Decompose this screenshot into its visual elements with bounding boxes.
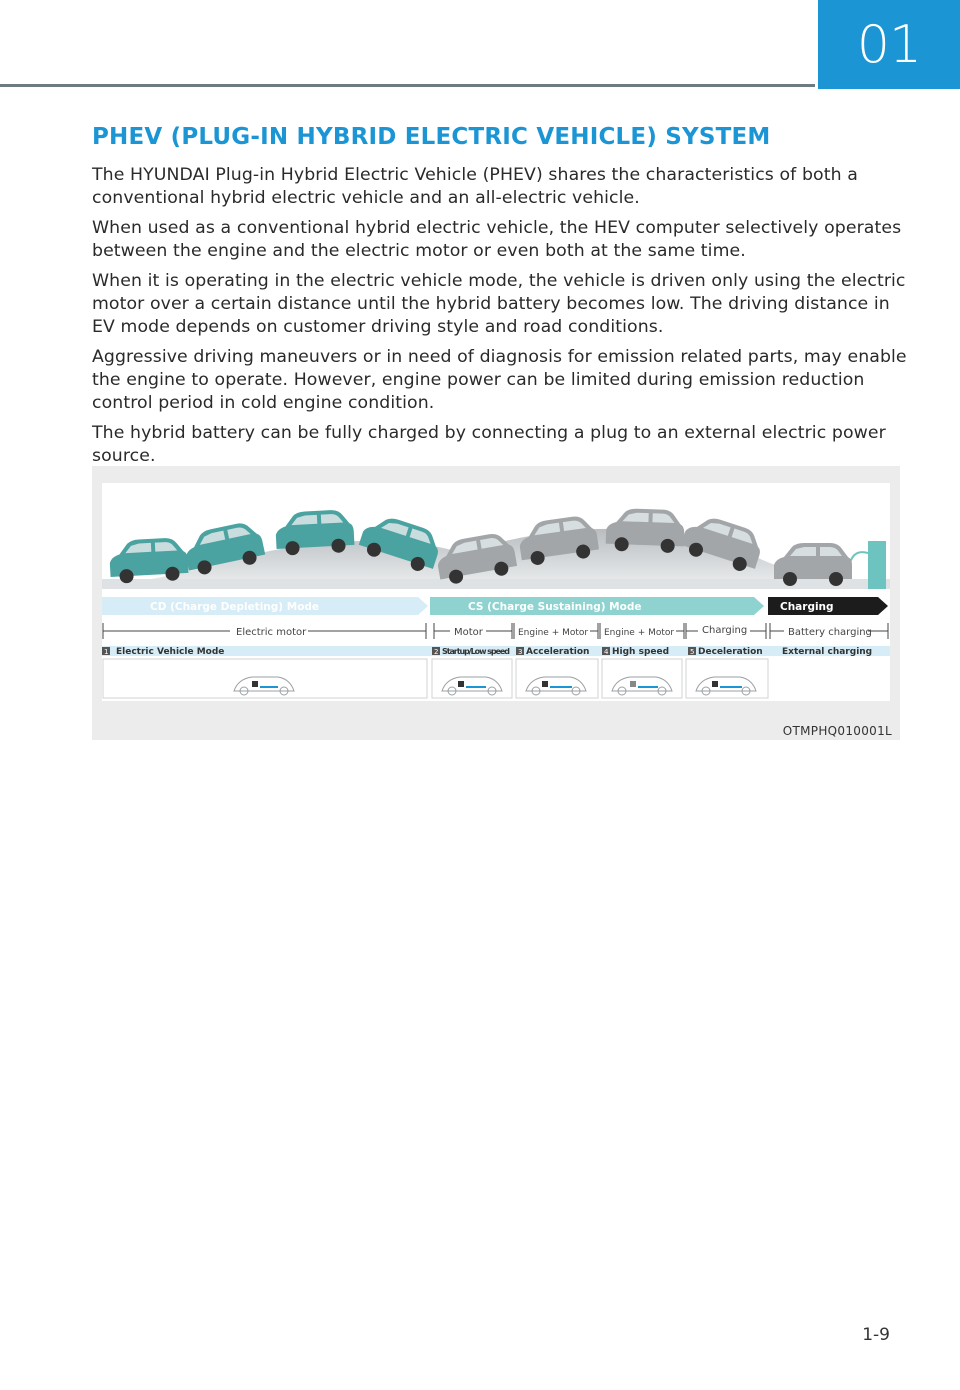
state-high-speed: High speed bbox=[612, 647, 670, 657]
state-acceleration: Acceleration bbox=[526, 647, 590, 657]
state-deceleration: Deceleration bbox=[698, 647, 763, 657]
chapter-number: 01 bbox=[856, 14, 922, 75]
header-rule bbox=[0, 84, 815, 87]
phev-diagram bbox=[92, 466, 900, 740]
charging-station bbox=[868, 541, 886, 589]
paragraph: Aggressive driving maneuvers or in need of diagnosis for emission related parts, may enable the engine to operate. However, engine power can be limited during emission reduction control period in cold engine condition. bbox=[92, 347, 907, 413]
page-number: 1-9 bbox=[862, 1325, 890, 1345]
chapter-tab bbox=[818, 0, 960, 89]
section-heading: PHEV (PLUG-IN HYBRID ELECTRIC VEHICLE) SYSTEM bbox=[92, 124, 771, 150]
paragraph: When used as a conventional hybrid electric vehicle, the HEV computer selectively operates between the engine and the electric motor or even both at the same time. bbox=[92, 218, 902, 261]
power-battery-charging: Battery charging bbox=[788, 627, 872, 638]
svg-text:2: 2 bbox=[434, 648, 439, 656]
figure-code: OTMPHQ010001L bbox=[782, 724, 892, 738]
car-ev-1 bbox=[109, 537, 189, 584]
state-external-charging: External charging bbox=[782, 647, 873, 657]
power-charging: Charging bbox=[702, 625, 748, 636]
body-text bbox=[92, 164, 912, 475]
power-electric-motor: Electric motor bbox=[236, 627, 307, 638]
state-ev-mode: Electric Vehicle Mode bbox=[116, 647, 225, 657]
paragraph: When it is operating in the electric vehicle mode, the vehicle is driven only using the electric motor over a certain distance until the hybrid battery becomes low. The driving distance in EV mode depends on customer driving style and road conditions. bbox=[92, 271, 906, 337]
power-engine-motor-1: Engine + Motor bbox=[518, 628, 589, 638]
svg-text:3: 3 bbox=[518, 648, 523, 656]
svg-text:1: 1 bbox=[104, 648, 109, 656]
charging-mode-label: Charging bbox=[780, 601, 834, 613]
power-motor: Motor bbox=[454, 627, 483, 638]
paragraph: The HYUNDAI Plug-in Hybrid Electric Vehicle (PHEV) shares the characteristics of both a conventional hybrid electric vehicle and an all-electric vehicle. bbox=[92, 165, 858, 208]
cs-mode-label: CS (Charge Sustaining) Mode bbox=[468, 601, 642, 613]
cd-mode-label: CD (Charge Depleting) Mode bbox=[150, 601, 320, 613]
svg-text:5: 5 bbox=[690, 648, 695, 656]
svg-text:4: 4 bbox=[604, 648, 609, 656]
state-startup: Startup/Low speed bbox=[442, 647, 510, 656]
power-engine-motor-2: Engine + Motor bbox=[604, 628, 675, 638]
paragraph: The hybrid battery can be fully charged by connecting a plug to an external electric power source. bbox=[92, 423, 886, 466]
phev-scene bbox=[102, 483, 890, 701]
